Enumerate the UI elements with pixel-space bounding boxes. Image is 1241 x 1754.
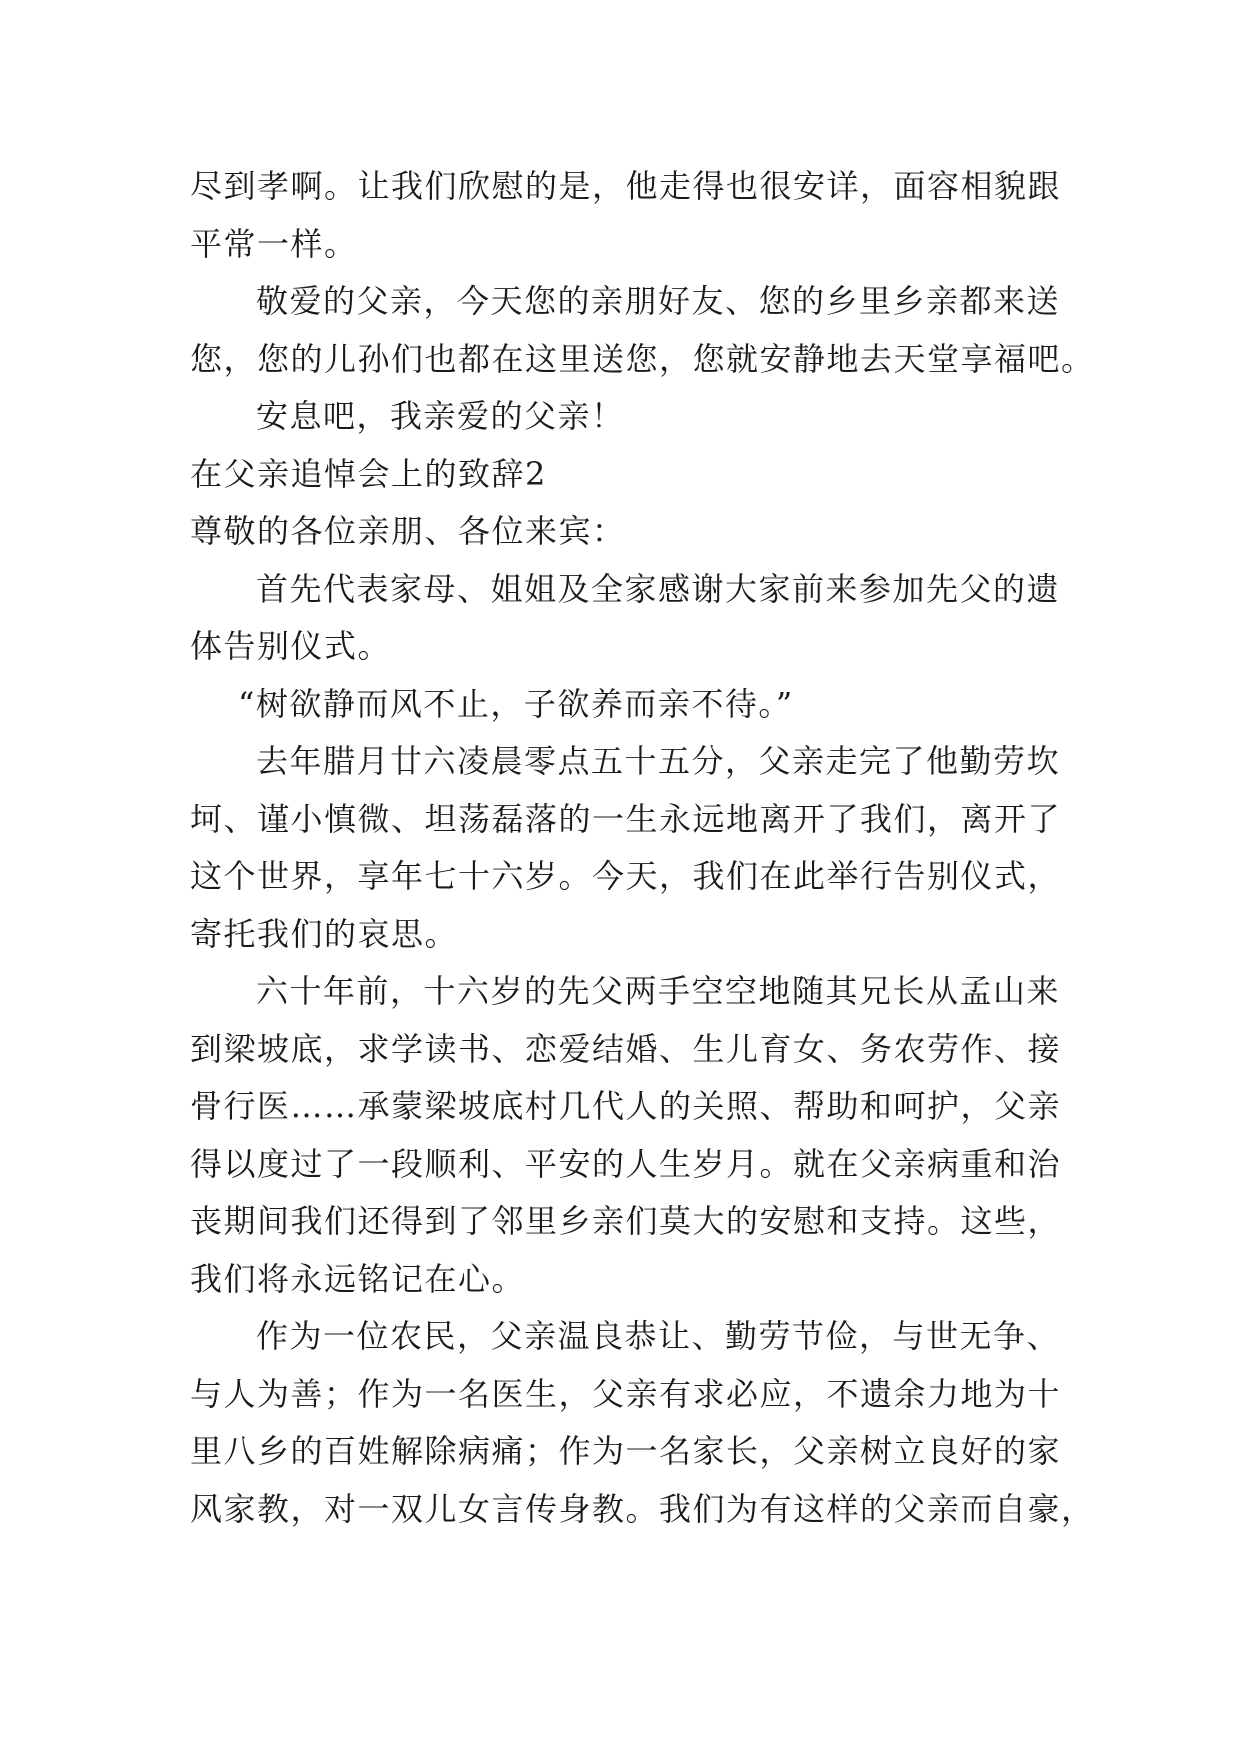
text-line: 到梁坡底，求学读书、恋爱结婚、生儿育女、务农劳作、接 bbox=[190, 1029, 1062, 1068]
salutation: 尊敬的各位亲朋、各位来宾： bbox=[190, 512, 626, 550]
text-line: 得以度过了一段顺利、平安的人生岁月。就在父亲病重和治 bbox=[190, 1144, 1062, 1183]
text-line: 这个世界，享年七十六岁。今天，我们在此举行告别仪式， bbox=[190, 857, 1062, 895]
text-line: 寄托我们的哀思。 bbox=[190, 914, 459, 953]
text-line: 丧期间我们还得到了邻里乡亲们莫大的安慰和支持。这些， bbox=[190, 1202, 1062, 1240]
text-line: 体告别仪式。 bbox=[190, 627, 392, 665]
text-line: 六十年前，十六岁的先父两手空空地随其兄长从孟山来 bbox=[256, 972, 1061, 1010]
text-line: 里八乡的百姓解除病痛；作为一名家长，父亲树立良好的家 bbox=[190, 1432, 1062, 1470]
text-line: 首先代表家母、姐姐及全家感谢大家前来参加先父的遗 bbox=[256, 569, 1061, 608]
text-line: 您，您的儿孙们也都在这里送您，您就安静地去天堂享福吧。 bbox=[190, 339, 1095, 378]
text-line: 安息吧，我亲爱的父亲！ bbox=[256, 397, 625, 435]
text-line: 骨行医……承蒙梁坡底村几代人的关照、帮助和呵护，父亲 bbox=[190, 1087, 1062, 1125]
section-title: 在父亲追悼会上的致辞2 bbox=[190, 454, 547, 493]
text-line: 坷、谨小慎微、坦荡磊落的一生永远地离开了我们，离开了 bbox=[190, 799, 1062, 838]
text-line: 作为一位农民，父亲温良恭让、勤劳节俭，与世无争、 bbox=[256, 1317, 1061, 1355]
text-line: 敬爱的父亲，今天您的亲朋好友、您的乡里乡亲都来送 bbox=[256, 282, 1061, 320]
text-line: 与人为善；作为一名医生，父亲有求必应，不遗余力地为十 bbox=[190, 1374, 1062, 1413]
text-line: 我们将永远铭记在心。 bbox=[190, 1259, 526, 1298]
text-line: 平常一样。 bbox=[190, 224, 358, 263]
text-line: 尽到孝啊。让我们欣慰的是，他走得也很安详，面容相貌跟 bbox=[190, 167, 1062, 205]
text-line: 风家教，对一双儿女言传身教。我们为有这样的父亲而自豪， bbox=[190, 1489, 1095, 1528]
quote-line: “树欲静而风不止，子欲养而亲不待。” bbox=[238, 684, 794, 723]
document-body bbox=[190, 158, 1095, 1538]
text-line: 去年腊月廿六凌晨零点五十五分，父亲走完了他勤劳坎 bbox=[256, 742, 1061, 780]
